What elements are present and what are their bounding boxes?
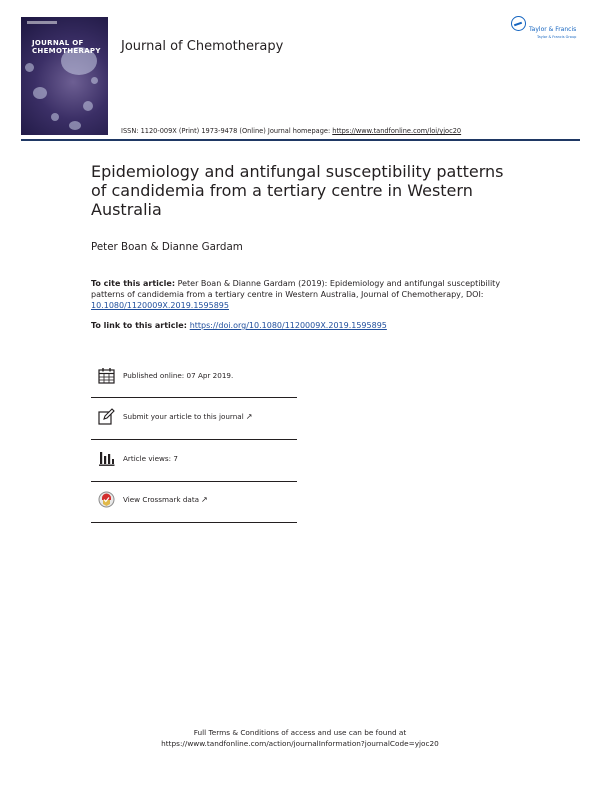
calendar-icon — [98, 367, 115, 384]
external-link-icon: ↗ — [245, 412, 253, 421]
cover-title: JOURNAL OF CHEMOTHERAPY — [32, 39, 101, 55]
citation-text: Peter Boan & Dianne Gardam (2019): Epidemiology and antifungal susceptibility patterns of candidemia from a tertiary centre in Western Australia, Journal of Chemotherapy, DOI: — [91, 279, 501, 299]
info-divider — [91, 481, 297, 482]
header-divider — [21, 139, 580, 141]
crossmark-icon — [98, 491, 115, 508]
submit-article-link[interactable]: Submit your article to this journal — [123, 412, 244, 421]
crossmark-link[interactable]: View Crossmark data — [123, 495, 200, 504]
citation-doi-link[interactable]: 10.1080/1120009X.2019.1595895 — [91, 301, 229, 310]
info-divider — [91, 522, 297, 523]
publisher-logo-subtext: Taylor & Francis Group — [537, 35, 577, 39]
article-doi-url-link[interactable]: https://doi.org/10.1080/1120009X.2019.1595895 — [189, 321, 387, 330]
journal-title: Journal of Chemotherapy — [121, 39, 284, 54]
footer-terms-text: Full Terms & Conditions of access and use can be found at — [193, 728, 407, 737]
bar-chart-icon — [98, 450, 115, 467]
article-views-row — [98, 450, 298, 467]
article-title: Epidemiology and antifungal susceptibility patterns of candidemia from a tertiary centre in Western Australia — [91, 162, 504, 219]
crossmark-row[interactable] — [98, 491, 298, 508]
journal-cover-image — [21, 17, 108, 135]
citation-label: To cite this article: — [91, 279, 176, 288]
footer-terms-link[interactable]: https://www.tandfonline.com/action/journalInformation?journalCode=yjoc20 — [161, 739, 439, 748]
publisher-logo[interactable] — [511, 16, 576, 39]
journal-homepage-link[interactable]: https://www.tandfonline.com/loi/yjoc20 — [332, 127, 462, 135]
info-divider — [91, 439, 297, 440]
publisher-logo-text: Taylor & Francis — [529, 26, 577, 33]
edit-icon — [98, 408, 115, 425]
info-divider — [91, 397, 297, 398]
footer-terms — [0, 727, 600, 749]
article-link-line — [91, 321, 387, 330]
publisher-logo-icon — [511, 16, 526, 31]
submit-article-row[interactable] — [98, 408, 298, 425]
external-link-icon: ↗ — [201, 495, 208, 504]
citation-block — [91, 278, 501, 311]
article-link-label: To link to this article: — [91, 321, 190, 330]
issn-line: ISSN: 1120-009X (Print) 1973-9478 (Online) Journal homepage: https://www.tandfonline.com/loi/yjoc20 — [121, 127, 462, 135]
published-online-row — [98, 367, 298, 384]
published-online-text: Published online: 07 Apr 2019. — [123, 371, 234, 380]
article-views-text: Article views: 7 — [123, 454, 178, 463]
article-authors: Peter Boan & Dianne Gardam — [91, 241, 243, 253]
